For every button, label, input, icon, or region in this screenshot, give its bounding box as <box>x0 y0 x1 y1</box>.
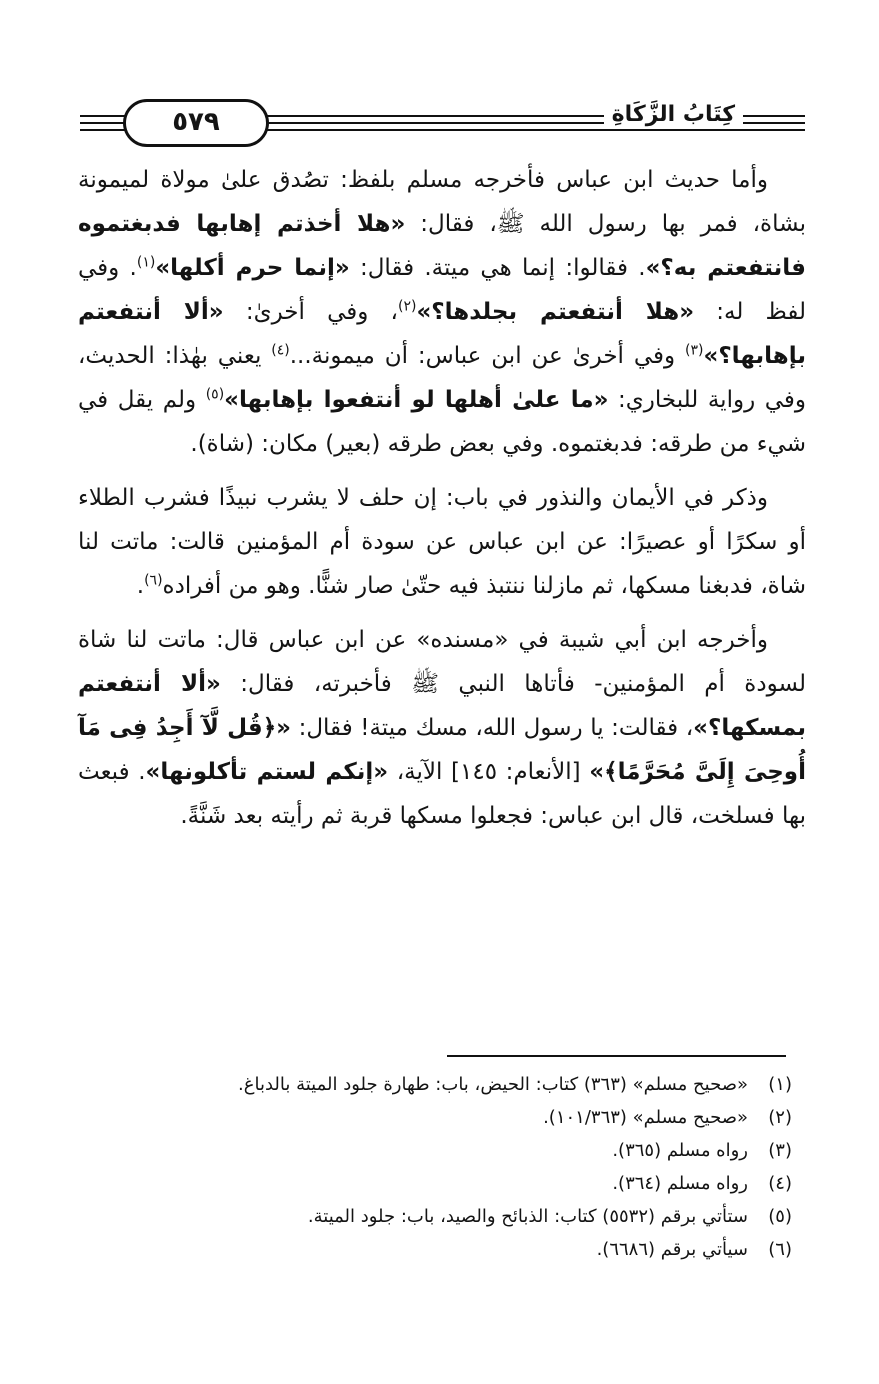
hadith-quote: «هلا أخذتم إهابها فدبغتموه فانتفعتم به؟» <box>78 211 806 281</box>
text-run: [الأنعام: ١٤٥] الآية، <box>388 759 590 785</box>
main-text <box>78 158 806 848</box>
footnote-number: (٦) <box>768 1239 792 1260</box>
paragraph <box>78 618 806 838</box>
hadith-quote: «﴿قُل لَّآ أَجِدُ فِى مَآ أُوحِىَ إِلَىَّ مُحَرَّمًا﴾» <box>78 715 806 785</box>
footnote-text: «صحيح مسلم» (٣٦٣) كتاب: الحيض، باب: طهارة جلود الميتة بالدباغ. <box>238 1074 748 1095</box>
footnote-ref: (٢) <box>397 298 417 315</box>
footnote-ref: (٤) <box>271 342 290 359</box>
footnote-ref: (٣) <box>685 342 704 359</box>
hadith-quote: «ألا أنتفعتم بإهابها؟» <box>78 299 806 369</box>
footnote-number: (١) <box>768 1074 792 1095</box>
footnote-ref: (١) <box>136 254 156 271</box>
footnote <box>90 1200 792 1233</box>
footnote-text: رواه مسلم (٣٦٤). <box>612 1173 748 1194</box>
book-title: كِتَابُ الزَّكَاةِ <box>604 102 743 127</box>
text-run: ، وفي أخرىٰ: <box>223 299 398 325</box>
footnote <box>90 1167 792 1200</box>
page-number: ٥٧٩ <box>123 99 269 147</box>
text-run: وأخرجه ابن أبي شيبة في «مسنده» عن ابن عباس قال: ماتت لنا شاة لسودة أم المؤمنين- فأتاها النبي ﷺ فأخبرته، فقال: <box>78 627 806 697</box>
text-run: ، فقالت: يا رسول الله، مسك ميتة! فقال: <box>291 715 694 741</box>
text-run: وذكر في الأيمان والنذور في باب: إن حلف لا يشرب نبيذًا فشرب الطلاء أو سكرًا أو عصيرًا: عن ابن عباس عن سودة أم المؤمنين قالت: ماتت لنا شاة، فدبغنا مسكها، ثم مازلنا ننتبذ فيه حتّىٰ صار شنًّا. وهو من أفراده <box>78 485 806 599</box>
hadith-quote: «إنما حرم أكلها» <box>155 255 350 281</box>
hadith-quote: «ما علىٰ أهلها لو أنتفعوا بإهابها» <box>224 387 609 413</box>
text-run: . فقالوا: إنما هي ميتة. فقال: <box>349 255 646 281</box>
text-run: . <box>136 573 145 599</box>
footnote-ref: (٦) <box>144 572 163 589</box>
hadith-quote: «هلا أنتفعتم بجلدها؟» <box>416 299 695 325</box>
text-run: . فبعث بها فسلخت، قال ابن عباس: فجعلوا مسكها قربة ثم رأيته بعد شَنَّةً. <box>78 759 806 829</box>
text-run: ولم يقل في شيء من طرقه: فدبغتموه. وفي بعض طرقه (بعير) مكان: (شاة). <box>78 387 806 457</box>
text-run: وفي أخرىٰ عن ابن عباس: أن ميمونة... <box>289 343 686 369</box>
footnote <box>90 1233 792 1266</box>
footnotes <box>90 1068 792 1266</box>
footnote-number: (٣) <box>768 1140 792 1161</box>
footnote-text: سيأتي برقم (٦٦٨٦). <box>596 1239 748 1260</box>
paragraph <box>78 158 806 466</box>
hadith-quote: «ألا أنتفعتم بمسكها؟» <box>78 671 806 741</box>
footnote-ref: (٥) <box>205 386 225 403</box>
hadith-quote: «إنكم لستم تأكلونها» <box>145 759 389 785</box>
footnote-number: (٤) <box>768 1173 792 1194</box>
paragraph <box>78 476 806 608</box>
text-run: وأما حديث ابن عباس فأخرجه مسلم بلفظ: تصُدق علىٰ مولاة لميمونة بشاة، فمر بها رسول الله ﷺ، فقال: <box>78 167 806 237</box>
page-header <box>80 95 805 151</box>
footnote-text: ستأتي برقم (٥٥٣٢) كتاب: الذبائح والصيد، باب: جلود الميتة. <box>307 1206 748 1227</box>
text-run: يعني بهٰذا: الحديث، وفي رواية للبخاري: <box>78 343 807 413</box>
footnote-number: (٥) <box>768 1206 792 1227</box>
footnote <box>90 1134 792 1167</box>
footnote <box>90 1101 792 1134</box>
footnote-text: رواه مسلم (٣٦٥). <box>612 1140 748 1161</box>
footnote-number: (٢) <box>768 1107 792 1128</box>
footnote-text: «صحيح مسلم» (١٠١/٣٦٣). <box>543 1107 748 1128</box>
footnote <box>90 1068 792 1101</box>
text-run: . وفي لفظ له: <box>78 255 807 325</box>
footnote-separator <box>447 1055 786 1057</box>
